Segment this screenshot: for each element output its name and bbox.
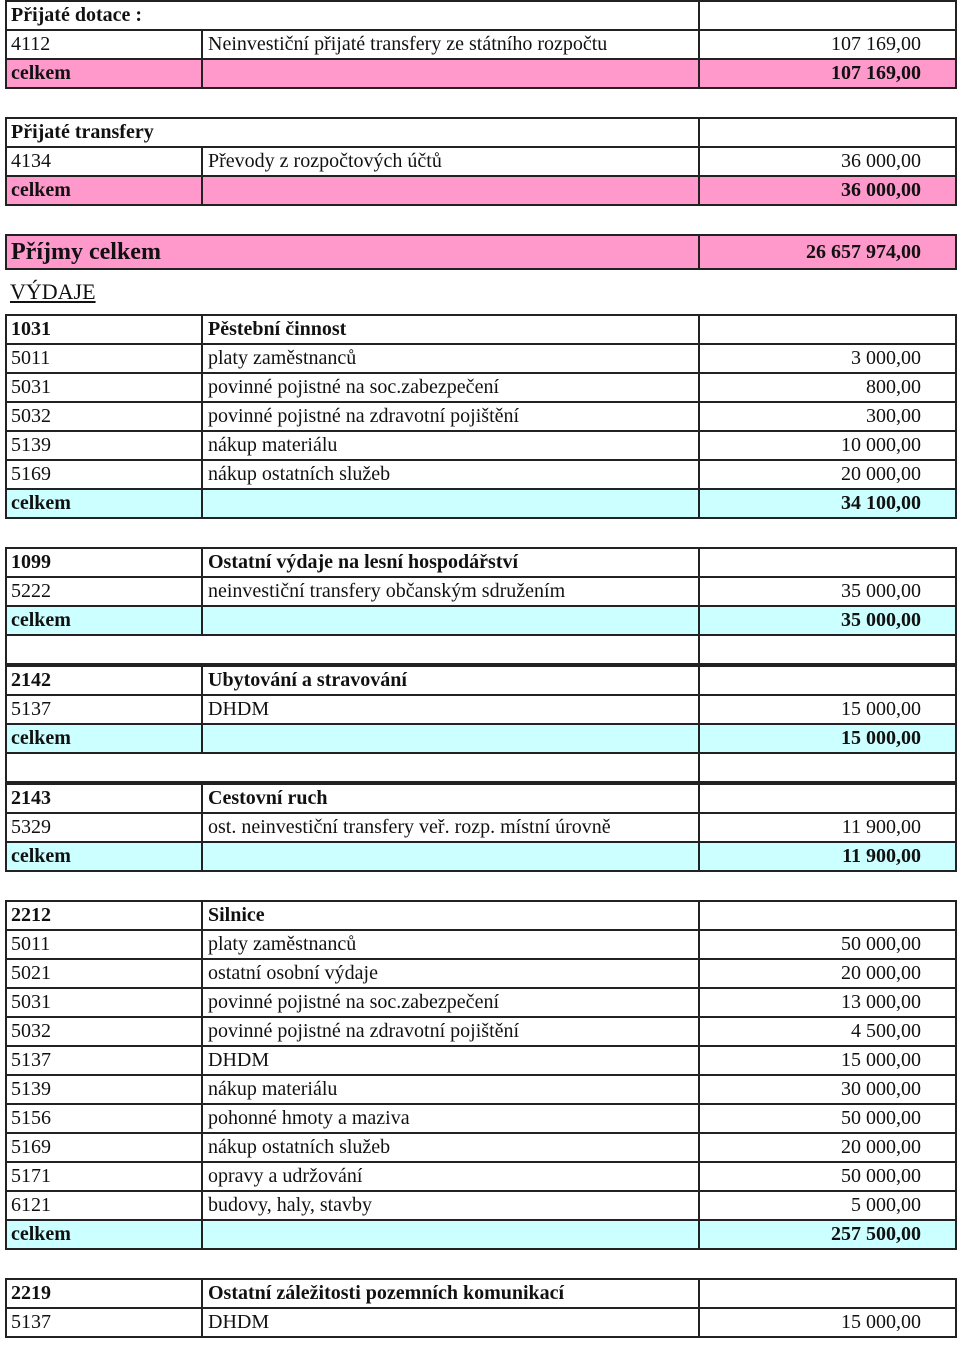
chapter-code: 2219: [7, 1280, 203, 1307]
empty-cell: [700, 785, 955, 812]
table-row: [5, 1047, 957, 1076]
item-code: 5011: [7, 345, 203, 372]
table-row: [5, 578, 957, 607]
chapter-code: 2212: [7, 902, 203, 929]
total-label: celkem: [7, 725, 203, 752]
item-code: 5031: [7, 374, 203, 401]
item-description: nákup materiálu: [203, 432, 700, 459]
chapter-code: 1099: [7, 549, 203, 576]
item-amount: 800,00: [866, 376, 921, 398]
item-code: 5011: [7, 931, 203, 958]
income-block-header: [5, 0, 957, 31]
spacer: [5, 519, 957, 547]
item-code: 5137: [7, 696, 203, 723]
item-amount: 10 000,00: [841, 434, 921, 456]
chapter-header-row: [5, 783, 957, 814]
item-code: 5139: [7, 432, 203, 459]
item-description: povinné pojistné na zdravotní pojištění: [203, 1018, 700, 1045]
empty-cell: [700, 754, 955, 781]
table-row: [5, 432, 957, 461]
empty-cell: [7, 754, 700, 781]
chapter-header-row: [5, 314, 957, 345]
item-amount: 36 000,00: [841, 150, 921, 172]
total-label: celkem: [7, 843, 203, 870]
item-amount: 13 000,00: [841, 991, 921, 1013]
income-block-title: Přijaté transfery: [7, 119, 700, 146]
table-row: [5, 1192, 957, 1221]
total-row: [5, 177, 957, 206]
item-code: 4134: [7, 148, 203, 175]
item-amount: 15 000,00: [841, 1311, 921, 1333]
item-description: DHDM: [203, 1047, 700, 1074]
chapter-title: Pěstební činnost: [203, 316, 700, 343]
total-label: celkem: [7, 607, 203, 634]
chapter-title: Ostatní záležitosti pozemních komunikací: [203, 1280, 700, 1307]
item-amount: 20 000,00: [841, 1136, 921, 1158]
item-description: Neinvestiční přijaté transfery ze státního rozpočtu: [203, 31, 700, 58]
item-amount: 20 000,00: [841, 962, 921, 984]
item-amount: 50 000,00: [841, 1107, 921, 1129]
item-code: 5222: [7, 578, 203, 605]
total-row: [5, 725, 957, 754]
empty-cell: [700, 667, 955, 694]
table-row: [5, 345, 957, 374]
income-total-label: Příjmy celkem: [7, 236, 700, 268]
empty-cell: [203, 1221, 700, 1248]
item-amount: 5 000,00: [851, 1194, 921, 1216]
table-row: [5, 989, 957, 1018]
chapter-header-row: [5, 1278, 957, 1309]
item-code: 5031: [7, 989, 203, 1016]
item-description: platy zaměstnanců: [203, 345, 700, 372]
total-label: celkem: [7, 1221, 203, 1248]
item-amount: 30 000,00: [841, 1078, 921, 1100]
item-amount: 20 000,00: [841, 463, 921, 485]
item-description: pohonné hmoty a maziva: [203, 1105, 700, 1132]
spacer: [5, 89, 957, 117]
table-row: [5, 1105, 957, 1134]
table-row: [5, 931, 957, 960]
empty-cell: [700, 316, 955, 343]
item-code: 5139: [7, 1076, 203, 1103]
empty-cell: [203, 725, 700, 752]
item-description: ostatní osobní výdaje: [203, 960, 700, 987]
empty-cell: [700, 1280, 955, 1307]
item-code: 5137: [7, 1309, 203, 1336]
total-row: [5, 843, 957, 872]
empty-cell: [7, 636, 700, 663]
item-code: 5032: [7, 1018, 203, 1045]
table-row: [5, 1134, 957, 1163]
total-label: celkem: [7, 60, 203, 87]
item-code: 5329: [7, 814, 203, 841]
income-block-title: Přijaté dotace :: [7, 2, 700, 29]
item-code: 5156: [7, 1105, 203, 1132]
table-row: [5, 403, 957, 432]
table-row: [5, 1018, 957, 1047]
item-description: ost. neinvestiční transfery veř. rozp. místní úrovně: [203, 814, 700, 841]
chapter-header-row: [5, 665, 957, 696]
total-amount: 36 000,00: [841, 179, 921, 201]
chapter-header-row: [5, 900, 957, 931]
total-amount: 257 500,00: [831, 1223, 921, 1245]
spacer: [5, 206, 957, 234]
item-code: 5021: [7, 960, 203, 987]
empty-cell: [203, 60, 700, 87]
empty-cell: [203, 607, 700, 634]
total-amount: 35 000,00: [841, 609, 921, 631]
chapter-code: 2142: [7, 667, 203, 694]
item-code: 5137: [7, 1047, 203, 1074]
table-row: [5, 461, 957, 490]
total-amount: 15 000,00: [841, 727, 921, 749]
table-row: [5, 31, 957, 60]
empty-cell: [203, 843, 700, 870]
item-code: 5032: [7, 403, 203, 430]
empty-row: [5, 754, 957, 783]
table-row: [5, 1076, 957, 1105]
total-row: [5, 490, 957, 519]
chapter-code: 2143: [7, 785, 203, 812]
item-description: opravy a udržování: [203, 1163, 700, 1190]
income-block-header: [5, 117, 957, 148]
chapter-header-row: [5, 547, 957, 578]
total-row: [5, 60, 957, 89]
spacer: [5, 1250, 957, 1278]
table-row: [5, 1309, 957, 1338]
item-description: platy zaměstnanců: [203, 931, 700, 958]
item-description: nákup materiálu: [203, 1076, 700, 1103]
total-amount: 34 100,00: [841, 492, 921, 514]
empty-cell: [700, 119, 955, 146]
table-row: [5, 148, 957, 177]
spacer: [5, 872, 957, 900]
item-code: 5171: [7, 1163, 203, 1190]
total-row: [5, 607, 957, 636]
item-description: budovy, haly, stavby: [203, 1192, 700, 1219]
item-amount: 3 000,00: [851, 347, 921, 369]
table-row: [5, 374, 957, 403]
chapter-title: Ostatní výdaje na lesní hospodářství: [203, 549, 700, 576]
item-description: nákup ostatních služeb: [203, 461, 700, 488]
item-code: 5169: [7, 461, 203, 488]
item-amount: 50 000,00: [841, 1165, 921, 1187]
empty-cell: [203, 490, 700, 517]
item-description: DHDM: [203, 696, 700, 723]
total-amount: 11 900,00: [842, 845, 921, 867]
table-row: [5, 960, 957, 989]
empty-row: [5, 636, 957, 665]
item-amount: 50 000,00: [841, 933, 921, 955]
table-row: [5, 814, 957, 843]
income-total-row: [5, 234, 957, 270]
table-row: [5, 696, 957, 725]
empty-cell: [700, 902, 955, 929]
total-label: celkem: [7, 177, 203, 204]
empty-cell: [700, 2, 955, 29]
chapter-title: Cestovní ruch: [203, 785, 700, 812]
chapter-title: Silnice: [203, 902, 700, 929]
item-description: Převody z rozpočtových účtů: [203, 148, 700, 175]
empty-cell: [203, 177, 700, 204]
chapter-code: 1031: [7, 316, 203, 343]
table-row: [5, 1163, 957, 1192]
item-amount: 11 900,00: [841, 816, 921, 838]
item-amount: 4 500,00: [851, 1020, 921, 1042]
item-amount: 300,00: [866, 405, 921, 427]
chapter-title: Ubytování a stravování: [203, 667, 700, 694]
item-amount: 107 169,00: [831, 33, 921, 55]
item-amount: 15 000,00: [841, 1049, 921, 1071]
item-description: povinné pojistné na soc.zabezpečení: [203, 989, 700, 1016]
item-code: 5169: [7, 1134, 203, 1161]
item-amount: 35 000,00: [841, 580, 921, 602]
total-row: [5, 1221, 957, 1250]
item-amount: 15 000,00: [841, 698, 921, 720]
item-description: neinvestiční transfery občanským sdružením: [203, 578, 700, 605]
expenses-heading: VÝDAJE: [10, 279, 96, 304]
item-description: povinné pojistné na zdravotní pojištění: [203, 403, 700, 430]
item-code: 6121: [7, 1192, 203, 1219]
item-description: povinné pojistné na soc.zabezpečení: [203, 374, 700, 401]
total-amount: 107 169,00: [831, 62, 921, 84]
item-description: DHDM: [203, 1309, 700, 1336]
total-label: celkem: [7, 490, 203, 517]
empty-cell: [700, 636, 955, 663]
item-code: 4112: [7, 31, 203, 58]
income-total-amount: 26 657 974,00: [806, 240, 921, 263]
empty-cell: [700, 549, 955, 576]
budget-sheet: [5, 0, 957, 1338]
item-description: nákup ostatních služeb: [203, 1134, 700, 1161]
